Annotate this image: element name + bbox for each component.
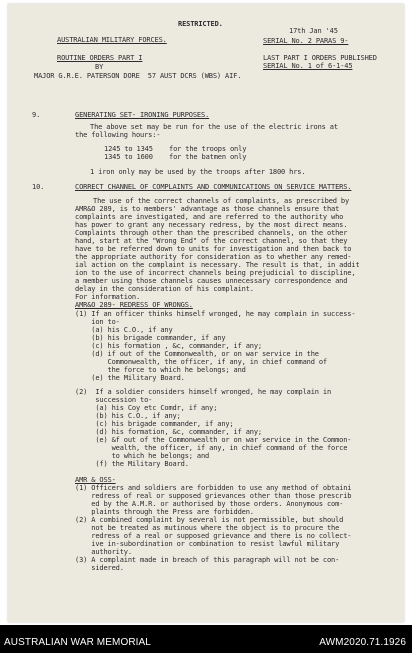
officer-clause-line: (c) his formation , &c, commander, if any; (75, 342, 262, 350)
para-10-line: The use of the correct channels of complaints, as prescribed by (93, 197, 350, 205)
soldier-clause-line: (c) his brigade commander, if any; (75, 420, 234, 428)
last-serial-label: SERIAL No. 1 of 6-1-45 (263, 62, 353, 70)
para-10-line: Complaints through other than the prescribed channels, on the other (75, 229, 348, 237)
para-10-line: delay in the consideration of his complaint. (75, 285, 254, 293)
officer-clause-line: (a) his C.O., if any (75, 326, 173, 334)
para-10-line: ion to the use of incorrect channels being prejudicial to discipline, (75, 269, 356, 277)
amr-oss-line: sidered. (75, 564, 124, 572)
footer-institution: AUSTRALIAN WAR MEMORIAL (4, 637, 151, 648)
soldier-clause-line: (e) &f out of the Commonwealth or on war service in the Common- (75, 436, 352, 444)
amr-oss-line: (2) A combined complaint by several is not permissible, but should (75, 516, 344, 524)
soldier-clause-line: (a) his Coy etc Comdr, if any; (75, 404, 218, 412)
para-10-line: has power to grant any necessary redress, by the most direct means. (75, 221, 348, 229)
amr-oss-line: ive in-subordination or combination to resist lawful military (75, 540, 340, 548)
soldier-clause-line: wealth, the officer, if any, in chief command of the force (75, 444, 348, 452)
amr-oss-line: authority. (75, 548, 132, 556)
para-9-note: 1 iron only may be used by the troops after 1800 hrs. (90, 168, 306, 176)
para-10-line: a member using those channels causes unnecessary correspondence and (75, 277, 348, 285)
amr-oss-line: not be treated as mutinous where the object is to procure the (75, 524, 340, 532)
para-10-line: hand, start at the "Wrong End" of the correct channel, so that they (75, 237, 348, 245)
classification-label: RESTRICTED. (178, 20, 223, 28)
officer-clause-line: (d) if out of the Commonwealth, or on war service in the (75, 350, 319, 358)
amr-oss-line: redress of real or supposed grievances other than those prescrib (75, 492, 352, 500)
para-10-line: ial action on the complaint is necessary. The result is that, in addit (75, 261, 360, 269)
para-10-number: 10. (32, 183, 45, 191)
issuing-officer: MAJOR G.R.E. PATERSON DORE 57 AUST DCRS (WBS) AIF. (34, 72, 242, 80)
archive-footer (0, 625, 412, 653)
para-10-heading: CORRECT CHANNEL OF COMPLAINTS AND COMMUNICATIONS ON SERVICE MATTERS. (75, 183, 352, 191)
soldier-clause-line: to which he belongs; and (75, 452, 210, 460)
footer-catalog-id: AWM2020.71.1926 (319, 637, 406, 648)
amr-oss-heading: AMR & OSS- (75, 476, 116, 484)
para-9-schedule: 1345 to 1600 for the batmen only (104, 153, 247, 161)
para-9-number: 9. (32, 111, 41, 119)
officer-clause-line: the force to which he belongs; and (75, 366, 246, 374)
para-10-line: AMR&O 289, is to members' advantage as those channels ensure that (75, 205, 340, 213)
para-10-line: the appropriate authority for consideration as to whether any remed- (75, 253, 352, 261)
para-9-heading: GENERATING SET- IRONING PURPOSES. (75, 111, 210, 119)
amr-oss-line: plaints through the Press are forbidden. (75, 508, 254, 516)
para-10-line: For information. (75, 293, 141, 301)
soldier-clause-line: (d) his formation, &c, commander, if any; (75, 428, 262, 436)
amr-oss-line: redress of a real or supposed grievance and there is no collect- (75, 532, 352, 540)
para-9-line: The above set may be run for the use of the electric irons at (90, 123, 338, 131)
amr-oss-line: (3) A complaint made in breach of this paragraph will not be con- (75, 556, 340, 564)
para-10-line: complaints are investigated, and are referred to the authority who (75, 213, 344, 221)
order-date: 17th Jan '45 (289, 27, 338, 35)
last-part-label: LAST PART I ORDERS PUBLISHED (263, 54, 377, 62)
para-9-line: the following hours:- (75, 131, 161, 139)
officer-clause-line: ion to- (75, 318, 120, 326)
officer-clause-line: (e) the Military Board. (75, 374, 185, 382)
routine-orders-title: ROUTINE ORDERS PART I (57, 54, 143, 62)
officer-clause-line: (b) his brigade commander, if any (75, 334, 226, 342)
amro-subheading: AMR&O 289- REDRESS OF WRONGS. (75, 301, 193, 309)
soldier-clause-line: succession to- (75, 396, 153, 404)
officer-clause-line: (1) If an officer thinks himself wronged, he may complain in success- (75, 310, 356, 318)
officer-clause-line: Commonwealth, the officer, if any, in chief command of (75, 358, 327, 366)
serial-number: SERIAL No. 2 PARAS 9- (263, 37, 349, 45)
soldier-clause-line: (f) the Military Board. (75, 460, 189, 468)
by-label: BY (95, 63, 104, 71)
amr-oss-line: ed by the A.M.R. or authorised by those orders. Anonymous com- (75, 500, 344, 508)
para-10-line: have to be referred down to units for investigation and then back to (75, 245, 352, 253)
soldier-clause-line: (b) his C.O., if any; (75, 412, 181, 420)
org-title: AUSTRALIAN MILITARY FORCES. (57, 36, 167, 44)
para-9-schedule: 1245 to 1345 for the troops only (104, 145, 247, 153)
soldier-clause-line: (2) If a soldier considers himself wronged, he may complain in (75, 388, 332, 396)
amr-oss-line: (1) Officers and soldiers are forbidden to use any method of obtaini (75, 484, 352, 492)
